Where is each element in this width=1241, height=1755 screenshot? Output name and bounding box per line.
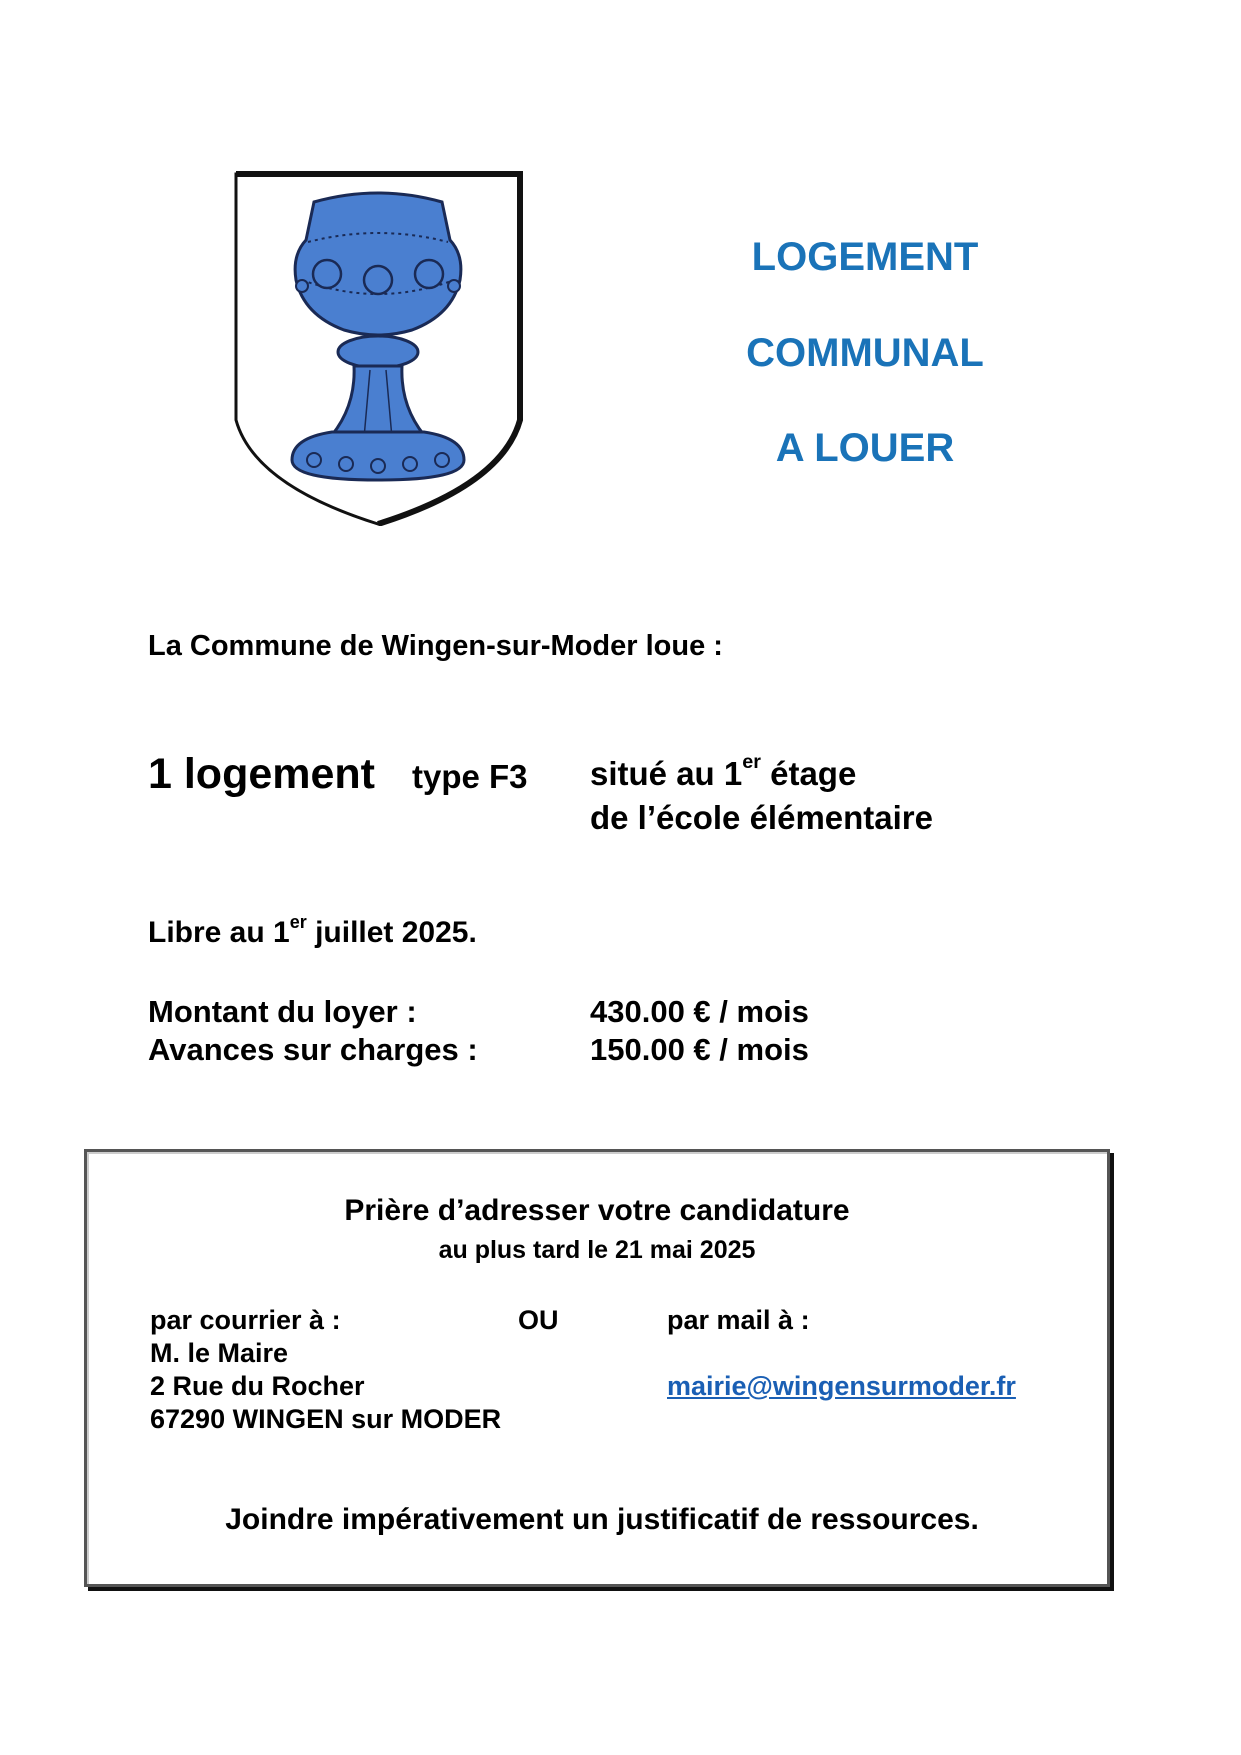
application-deadline: au plus tard le 21 mai 2025: [438, 1236, 756, 1264]
title-line-1: LOGEMENT: [751, 235, 979, 279]
or-label: OU: [518, 1305, 559, 1335]
requirement-note: Joindre impérativement un justificatif de ressources.: [225, 1503, 979, 1536]
by-post-label: par courrier à :: [150, 1305, 341, 1335]
unit-type: type F3: [412, 758, 528, 795]
charges-label: Avances sur charges :: [148, 1032, 478, 1067]
intro-text: La Commune de Wingen-sur-Moder loue :: [148, 630, 723, 662]
application-box: [84, 1149, 1110, 1587]
recipient: M. le Maire: [150, 1338, 289, 1368]
email-link[interactable]: mairie@wingensurmoder.fr: [667, 1371, 1016, 1401]
rent-value: 430.00 € / mois: [590, 994, 809, 1029]
title-line-3: A LOUER: [775, 426, 955, 470]
title-line-2: COMMUNAL: [746, 331, 984, 375]
city-address: 67290 WINGEN sur MODER: [150, 1404, 502, 1434]
availability-date: Libre au 1er juillet 2025.: [148, 912, 477, 949]
street-address: 2 Rue du Rocher: [150, 1371, 365, 1401]
coat-of-arms-icon: [232, 170, 524, 526]
unit-count: 1 logement: [148, 750, 375, 798]
location-line-1: situé au 1er étage: [590, 751, 857, 792]
by-mail-label: par mail à :: [667, 1305, 810, 1335]
rent-label: Montant du loyer :: [148, 994, 417, 1029]
application-heading: Prière d’adresser votre candidature: [344, 1194, 850, 1227]
location-line-2: de l’école élémentaire: [590, 799, 934, 836]
charges-value: 150.00 € / mois: [590, 1032, 809, 1067]
